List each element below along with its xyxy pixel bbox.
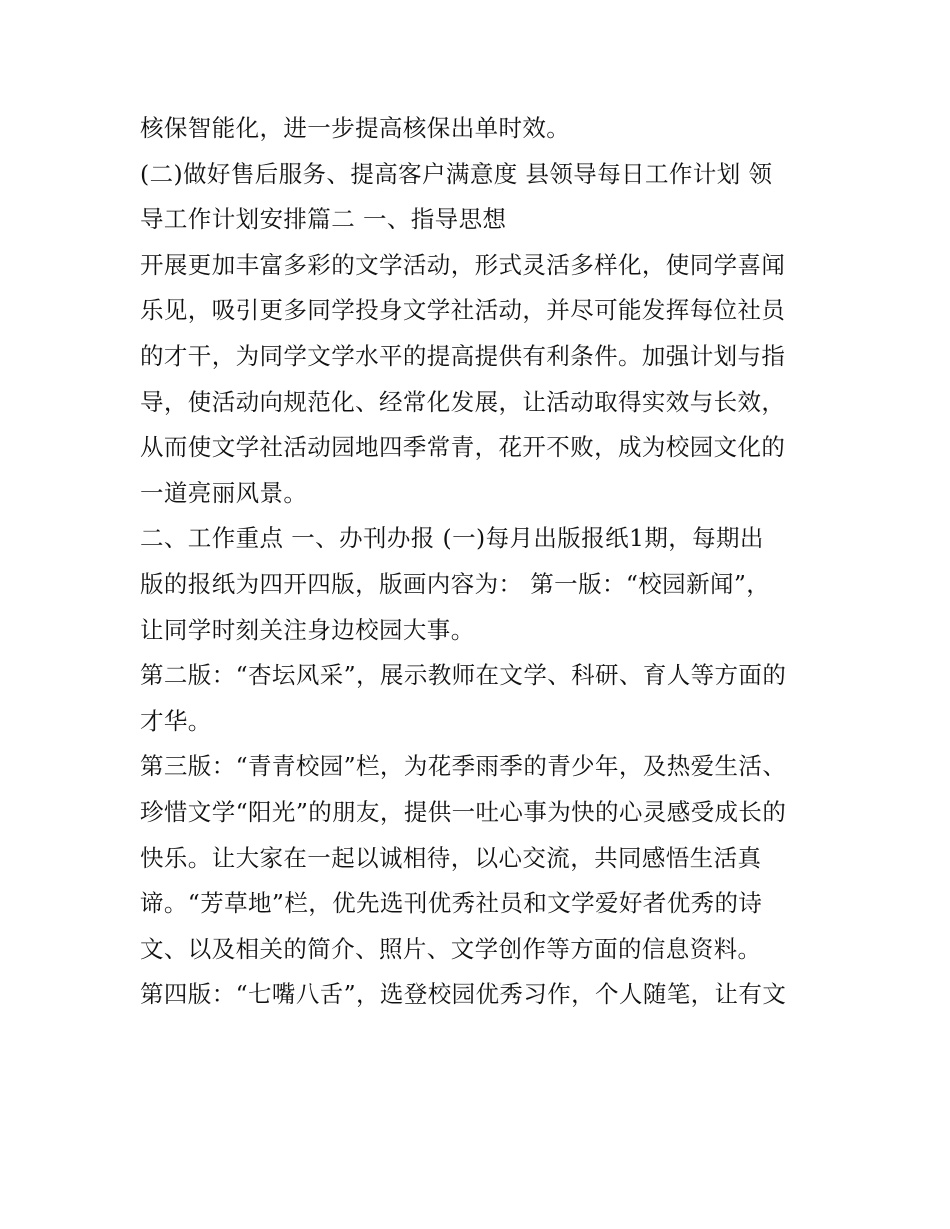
document-body bbox=[140, 106, 812, 1018]
text-line: 让同学时刻关注身边校园大事。 bbox=[140, 615, 475, 644]
text-line: (二)做好售后服务、提高客户满意度 县领导每日工作计划 领 bbox=[140, 159, 773, 188]
text-line: 导，使活动向规范化、经常化发展，让活动取得实效与长效， bbox=[140, 387, 786, 416]
text-line: 第四版：“七嘴八舌”，选登校园优秀习作，个人随笔，让有文 bbox=[140, 980, 787, 1009]
text-line: 开展更加丰富多彩的文学活动，形式灵活多样化，使同学喜闻 bbox=[140, 250, 786, 279]
text-line: 核保智能化，进一步提高核保出单时效。 bbox=[140, 114, 571, 142]
text-line: 文、以及相关的简介、照片、文学创作等方面的信息资料。 bbox=[140, 934, 762, 963]
text-line: 乐见，吸引更多同学投身文学社活动，并尽可能发挥每位社员 bbox=[140, 296, 786, 325]
text-line: 一道亮丽风景。 bbox=[140, 478, 308, 507]
text-line: 从而使文学社活动园地四季常青，花开不败，成为校园文化的 bbox=[140, 433, 786, 462]
text-line: 珍惜文学“阳光”的朋友，提供一吐心事为快的心灵感受成长的 bbox=[140, 797, 787, 826]
text-line: 版的报纸为四开四版，版画内容为： 第一版：“校园新闻”， bbox=[140, 569, 771, 598]
text-line: 二、工作重点 一、办刊办报 (一)每月出版报纸1期，每期出 bbox=[140, 524, 764, 553]
text-line: 的才干，为同学文学水平的提高提供有利条件。加强计划与指 bbox=[140, 341, 786, 370]
text-line: 快乐。让大家在一起以诚相待，以心交流，共同感悟生活真 bbox=[140, 843, 762, 872]
text-line: 才华。 bbox=[140, 706, 212, 735]
text-line: 谛。“芳草地”栏，优先选刊优秀社员和文学爱好者优秀的诗 bbox=[140, 889, 763, 918]
text-line: 导工作计划安排篇二 一、指导思想 bbox=[140, 205, 507, 234]
text-line: 第二版：“杏坛风采”，展示教师在文学、科研、育人等方面的 bbox=[140, 661, 787, 690]
text-line: 第三版：“青青校园”栏，为花季雨季的青少年，及热爱生活、 bbox=[140, 752, 787, 781]
